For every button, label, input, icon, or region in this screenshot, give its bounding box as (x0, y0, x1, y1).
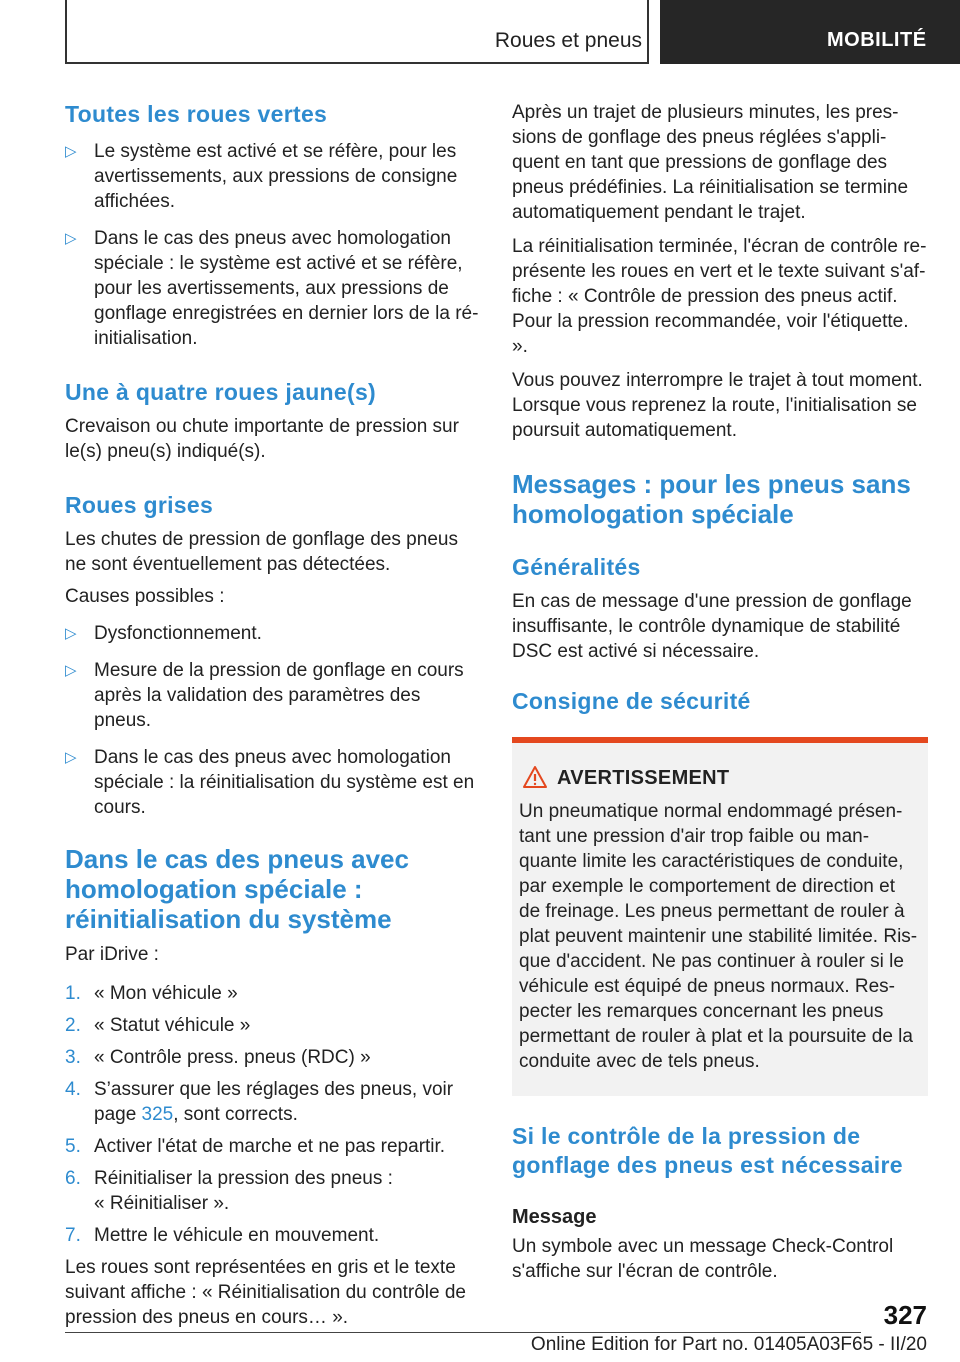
list-item (65, 621, 481, 646)
list-item-text: Dans le cas des pneus avec homologation spéciale : le système est activé et se réfère, pour les avertissements, aux pressions de gonflage enregistrées en dernier lors de la ré‐initialisation. (94, 228, 479, 349)
heading-controle-necessaire: Si le contrôle de la pression de gonflage des pneus est nécessaire (512, 1123, 903, 1178)
footer-divider (65, 1332, 861, 1333)
heading-toutes-vertes: Toutes les roues vertes (65, 101, 328, 127)
page-number: 327 (883, 1300, 927, 1330)
step-number: 5. (65, 1136, 81, 1157)
paragraph-par-idrive: Par iDrive : (65, 944, 159, 965)
triangle-right-icon: ▷ (65, 230, 77, 247)
heading-reinitialisation: Dans le cas des pneus avec homologation spéciale : réinitialisation du système (65, 844, 409, 934)
step-number: 2. (65, 1015, 81, 1036)
triangle-right-icon: ▷ (65, 662, 77, 679)
heading-message: Message (512, 1206, 597, 1228)
step-item (65, 1077, 481, 1127)
right-column (512, 100, 928, 1284)
heading-messages: Messages : pour les pneus sans homologation spéciale (512, 469, 911, 529)
paragraph-interrompre: Vous pouvez interrompre le trajet à tout moment. Lorsque vous reprenez la route, l'initialisation se poursuit automatiquement. (512, 370, 923, 441)
warning-title-text: AVERTISSEMENT (557, 767, 730, 789)
warning-text: Un pneumatique normal endommagé présen‐tant une pression d'air trop faible ou man‐quante limite les caractéristiques de conduite, par exemple le comportement de direction et de freinage. Les pneus permettant de rouler à plat peuvent maintenir une stabilité limitée. Ris‐que d'accident. Ne pas continuer à rouler si le véhicule est équipé de pneus normaux. Res‐pecter les remarques concernant les pneus permettant de rouler à plat et la poursuite de la conduite avec de tels pneus. (519, 801, 918, 1072)
heading-generalites: Généralités (512, 554, 641, 580)
step-item (65, 1134, 481, 1159)
paragraph-trajet: Après un trajet de plusieurs minutes, les pres‐sions de gonflage des pneus réglées s'appli‐quent en tant que pressions de gonflage des pneus prédéfinies. La réinitialisation se termine automatiquement pendant le trajet. (512, 102, 909, 223)
step-item (65, 1045, 481, 1070)
step-item (65, 1166, 481, 1216)
paragraph-grises: Les chutes de pression de gonflage des pneus ne sont éventuellement pas détectées. (65, 529, 458, 575)
step-number: 3. (65, 1047, 81, 1068)
paragraph-jaunes: Crevaison ou chute importante de pression sur le(s) pneu(s) indiqué(s). (65, 416, 459, 462)
list-item (65, 745, 481, 820)
list-item (65, 226, 481, 351)
step-item (65, 981, 481, 1006)
footer-edition: Online Edition for Part no. 01405A03F65 - II/20 (530, 1334, 927, 1355)
step-item (65, 1013, 481, 1038)
step-text: « Mon véhicule » (94, 983, 238, 1004)
list-item (65, 139, 481, 214)
step-number: 4. (65, 1079, 81, 1100)
page-link[interactable]: 325 (141, 1104, 174, 1125)
list-item-text: Dans le cas des pneus avec homologation spéciale : la réinitialisation du système est en cours. (94, 747, 475, 818)
step-number: 7. (65, 1225, 81, 1246)
paragraph-reinit-terminee: La réinitialisation terminée, l'écran de contrôle re‐présente les roues en vert et le texte suivant s'af‐fiche : « Contrôle de pression des pneus actif. Pour la pression recommandée, voir l'étiquette. ». (512, 236, 927, 357)
paragraph-message: Un symbole avec un message Check-Control s'affiche sur l'écran de contrôle. (512, 1236, 894, 1282)
step-text: Réinitialiser la pression des pneus : (94, 1168, 393, 1189)
step-text: Activer l'état de marche et ne pas repartir. (94, 1136, 446, 1157)
triangle-right-icon: ▷ (65, 625, 77, 642)
step-number: 6. (65, 1168, 81, 1189)
list-item (65, 658, 481, 733)
step-item (65, 1223, 481, 1248)
list-item-text: Dysfonctionnement. (94, 623, 262, 644)
step-text: « Contrôle press. pneus (RDC) » (94, 1047, 371, 1068)
header-section-title: Roues et pneus (494, 29, 642, 52)
paragraph-roues-grises: Les roues sont représentées en gris et le texte suivant affiche : « Réinitialisation du contrôle de pression des pneus en cours… ». (65, 1257, 467, 1328)
heading-consigne: Consigne de sécurité (512, 688, 751, 714)
triangle-right-icon: ▷ (65, 143, 77, 160)
step-text: S’assurer que les réglages des pneus, voir page (94, 1079, 454, 1125)
header-chapter-tab: MOBILITÉ (660, 0, 960, 64)
step-text: « Statut véhicule » (94, 1015, 251, 1036)
warning-triangle-icon (522, 765, 548, 789)
warning-title (519, 765, 920, 791)
list-item-text: Le système est activé et se réfère, pour les avertissements, aux pressions de consigne affichées. (94, 141, 458, 212)
step-text-end: , sont corrects. (173, 1104, 298, 1125)
paragraph-generalites: En cas de message d'une pression de gonflage insuffisante, le contrôle dynamique de stabilité DSC est activé si nécessaire. (512, 591, 912, 662)
paragraph-causes: Causes possibles : (65, 586, 225, 607)
step-number: 1. (65, 983, 81, 1004)
left-column (65, 100, 481, 1330)
list-item-text: Mesure de la pression de gonflage en cours après la validation des paramètres des pneus. (94, 660, 464, 731)
heading-grises: Roues grises (65, 492, 214, 518)
step-text: Mettre le véhicule en mouvement. (94, 1225, 380, 1246)
warning-box (512, 737, 928, 1096)
triangle-right-icon: ▷ (65, 749, 77, 766)
step-text-line2: « Réinitialiser ». (94, 1193, 230, 1214)
heading-jaunes: Une à quatre roues jaune(s) (65, 379, 377, 405)
